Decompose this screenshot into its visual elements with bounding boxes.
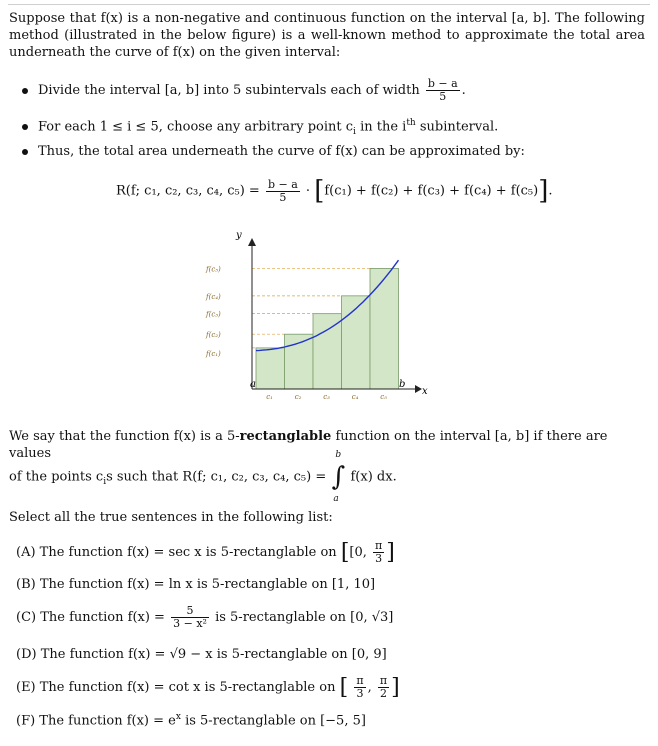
c-label: c₁ xyxy=(266,393,273,401)
bullet-choose: For each 1 ≤ i ≤ 5, choose any arbitrary point $c_i$ in the $i^{th}$ subinterval. xyxy=(22,118,498,137)
top-divider xyxy=(8,4,650,5)
bullet-thus xyxy=(22,144,525,159)
option-a[interactable]: (A) The function f(x) = sec x is 5-rectanglable on [[0, $\frac{\pi}{3}$ ] xyxy=(16,539,395,565)
a-label: a xyxy=(250,379,256,390)
f-label: f(c₅) xyxy=(206,265,221,274)
c-label: c₄ xyxy=(351,393,359,401)
f-label: f(c₄) xyxy=(206,292,221,301)
y-axis-label: y xyxy=(236,230,242,241)
definition-line-2: of the points $c_is$ such that R(f; c₁, c₂, c₃, c₄, c₅) = b ∫ a f(x) dx. xyxy=(9,450,397,504)
riemann-rect xyxy=(342,296,371,389)
c-label: c₃ xyxy=(323,393,330,401)
f-label: f(c₃) xyxy=(206,310,221,319)
option-f[interactable]: (F) The function $f(x) = e^x$ is 5-rectanglable on [−5, 5] xyxy=(16,712,366,729)
f-label: f(c₂) xyxy=(206,331,221,340)
c-label: c₂ xyxy=(294,393,302,401)
riemann-rect xyxy=(313,314,342,389)
integral-symbol: b ∫ a xyxy=(331,450,346,504)
c-label: c₅ xyxy=(380,393,387,401)
b-label: b xyxy=(399,379,406,390)
intro-paragraph: Suppose that f(x) is a non-negative and continuous function on the interval [a, b]. The following method (illustrated in the below figure) is a well-known method to approximate the total area underneath the curve of f(x) on the given interval: xyxy=(9,11,645,60)
x-axis-label: x xyxy=(422,386,428,397)
riemann-figure xyxy=(200,224,430,418)
definition-text: We say that the function f(x) is a 5-rectanglable function on the interval [a, b] if there are values xyxy=(9,429,608,461)
bullet-dot xyxy=(22,124,28,130)
x-axis-arrow xyxy=(415,385,422,393)
bullet-divide-text: Divide the interval [a, b] into 5 subintervals each of width xyxy=(38,83,420,98)
bullet-divide: Divide the interval [a, b] into 5 subintervals each of width $\frac{b - a}{5}$ . xyxy=(22,78,466,103)
option-d[interactable]: (D) The function f(x) = √9 − x is 5-rectanglable on [0, 9] xyxy=(16,647,387,662)
f-label: f(c₁) xyxy=(206,349,221,358)
riemann-rect xyxy=(370,268,399,389)
bullet-dot xyxy=(22,88,28,94)
riemann-rect xyxy=(256,348,285,389)
formula-fraction: $\frac{b - a}{5}$ xyxy=(267,177,298,204)
y-axis-arrow xyxy=(248,238,256,246)
width-fraction: $\frac{b - a}{5}$ xyxy=(427,77,458,103)
option-b[interactable]: (B) The function f(x) = ln x is 5-rectanglable on [1, 10] xyxy=(16,577,376,592)
option-e[interactable]: (E) The function f(x) = cot x is 5-rectanglable on [ $\frac{\pi}{3}$ , $\frac{\pi}{2}$ ] xyxy=(16,674,400,700)
riemann-sum-formula: R(f; c₁, c₂, c₃, c₄, c₅) = $\frac{b - a}{5}$ · [f(c₁) + f(c₂) + f(c₃) + f(c₄) + f(c₅)]. xyxy=(116,176,553,206)
select-instruction: Select all the true sentences in the following list: xyxy=(9,510,333,525)
bullet-thus-text: Thus, the total area underneath the curve of f(x) can be approximated by: xyxy=(38,144,525,159)
bullet-dot xyxy=(22,149,28,155)
option-c[interactable]: (C) The function f(x) = $\frac{5}{\text{3 − x²}}$ is 5-rectanglable on [0, √3] xyxy=(16,604,394,630)
